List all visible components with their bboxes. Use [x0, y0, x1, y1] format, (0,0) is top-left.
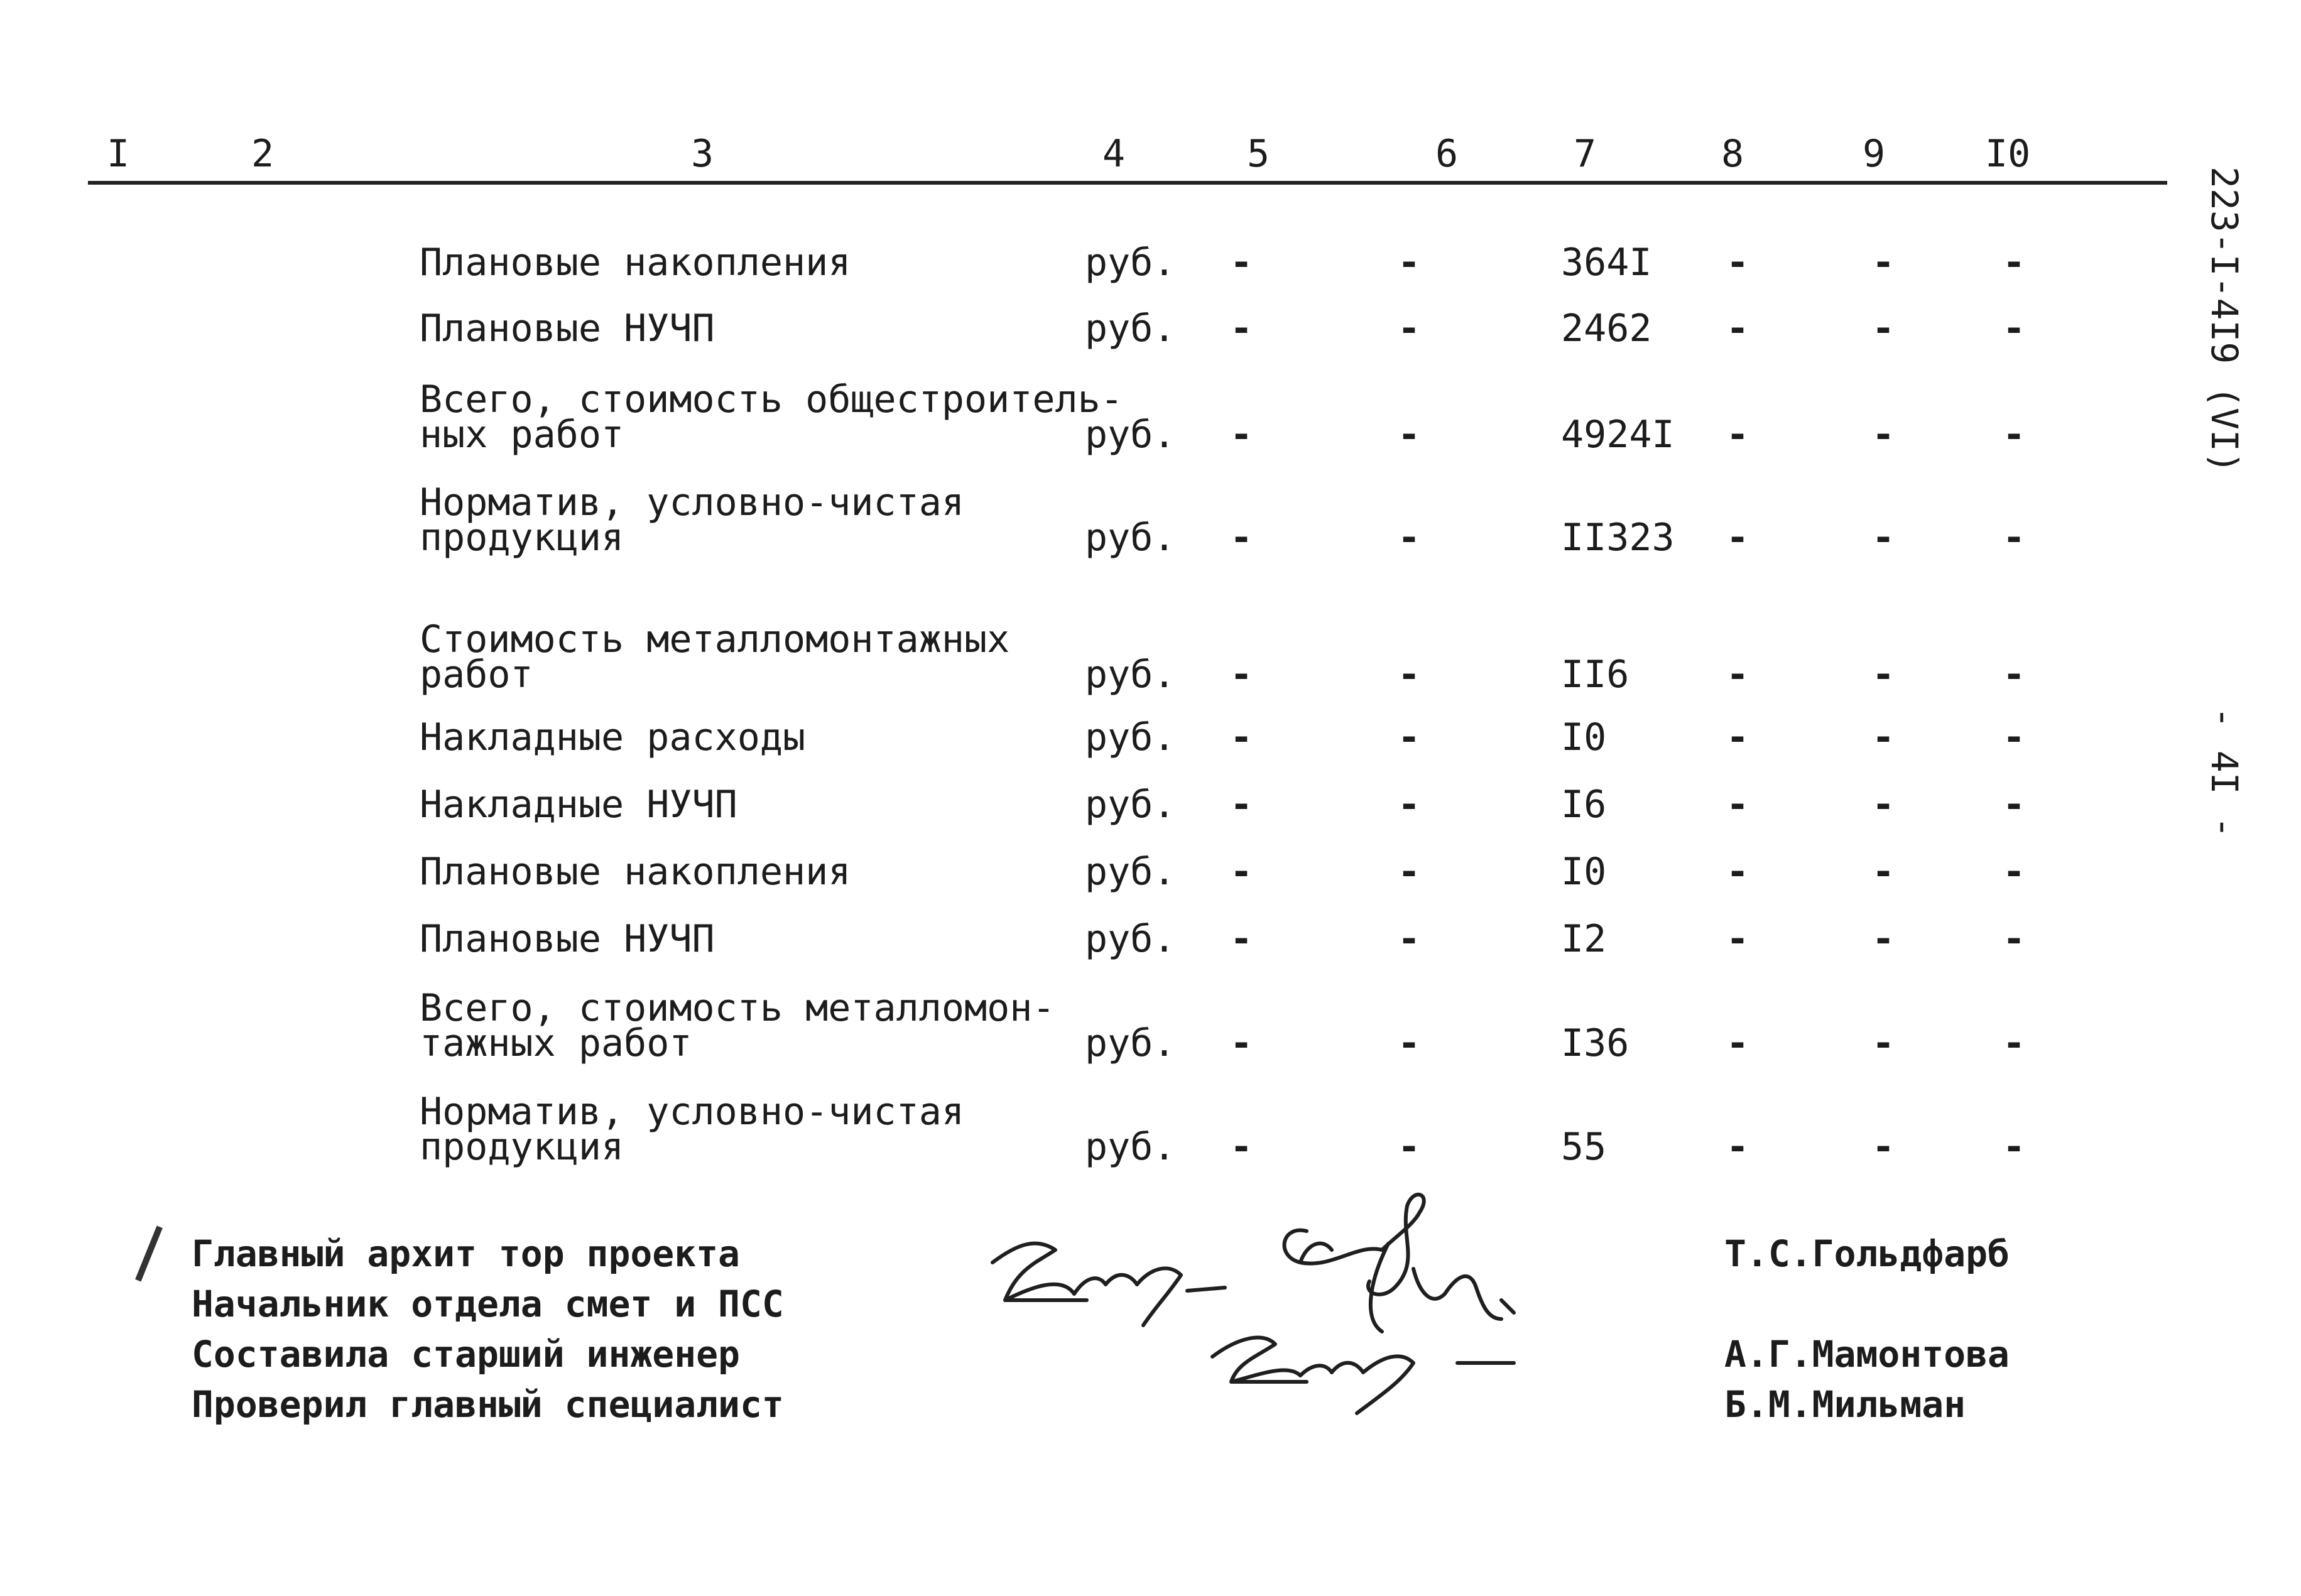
margin-page-number: - 4I -	[2203, 707, 2246, 839]
row-unit: руб.	[1085, 653, 1176, 697]
header-col-7: 7	[1574, 132, 1597, 176]
row-col7: II323	[1561, 516, 1675, 560]
row-col5: -	[1230, 1021, 1253, 1065]
header-col-1: I	[107, 132, 130, 176]
row-col5: -	[1230, 241, 1253, 285]
row-col10: -	[2003, 1021, 2026, 1065]
name-milman: Б.М.Мильман	[1724, 1383, 1966, 1426]
row-col9: -	[1872, 850, 1895, 894]
margin-doc-code: 223-I-4I9 (VI)	[2203, 166, 2246, 474]
row-col8: -	[1726, 653, 1749, 697]
row-col10: -	[2003, 516, 2026, 560]
row-unit: руб.	[1085, 307, 1176, 350]
row-col10: -	[2003, 917, 2026, 961]
row-col5: -	[1230, 516, 1253, 560]
row-col5: -	[1230, 917, 1253, 961]
row-col9: -	[1872, 783, 1895, 827]
row-col6: -	[1398, 1125, 1421, 1169]
row-name: Накладные расходы	[420, 715, 806, 759]
row-col10: -	[2003, 307, 2026, 350]
row-col7: 4924I	[1561, 413, 1675, 457]
row-col8: -	[1726, 917, 1749, 961]
row-name: Плановые накопления	[420, 241, 851, 285]
header-col-4: 4	[1102, 132, 1126, 176]
row-col8: -	[1726, 850, 1749, 894]
row-col10: -	[2003, 783, 2026, 827]
row-col5: -	[1230, 1125, 1253, 1169]
row-col9: -	[1872, 241, 1895, 285]
row-col9: -	[1872, 413, 1895, 457]
row-col10: -	[2003, 715, 2026, 759]
row-name: Накладные НУЧП	[420, 783, 737, 827]
row-col8: -	[1726, 783, 1749, 827]
header-col-5: 5	[1247, 132, 1270, 176]
header-col-2: 2	[251, 132, 275, 176]
row-col6: -	[1398, 653, 1421, 697]
row-col9: -	[1872, 715, 1895, 759]
row-col5: -	[1230, 307, 1253, 350]
role-head-of-estimates: Начальник отдела смет и ПСС	[192, 1283, 784, 1325]
row-col10: -	[2003, 1125, 2026, 1169]
row-col7: 364I	[1561, 241, 1652, 285]
row-col8: -	[1726, 1125, 1749, 1169]
row-col6: -	[1398, 1021, 1421, 1065]
row-col7: I6	[1561, 783, 1607, 827]
row-col5: -	[1230, 850, 1253, 894]
row-name: Всего, стоимость металломон- тажных работ	[420, 986, 1055, 1065]
header-rule	[88, 181, 2167, 185]
row-col5: -	[1230, 715, 1253, 759]
row-col10: -	[2003, 653, 2026, 697]
row-col9: -	[1872, 307, 1895, 350]
row-col6: -	[1398, 413, 1421, 457]
row-col6: -	[1398, 715, 1421, 759]
name-goldfarb: Т.С.Гольдфарб	[1724, 1232, 2010, 1275]
row-col7: I0	[1561, 715, 1607, 759]
row-col8: -	[1726, 1021, 1749, 1065]
row-col6: -	[1398, 307, 1421, 350]
row-col9: -	[1872, 917, 1895, 961]
row-name: Норматив, условно-чистая продукция	[420, 480, 964, 560]
header-col-9: 9	[1863, 132, 1886, 176]
row-col8: -	[1726, 413, 1749, 457]
row-unit: руб.	[1085, 516, 1176, 560]
margin-slash-mark	[135, 1225, 163, 1281]
row-col8: -	[1726, 307, 1749, 350]
row-col7: 2462	[1561, 307, 1652, 350]
row-col9: -	[1872, 1021, 1895, 1065]
row-col7: I36	[1561, 1021, 1629, 1065]
row-col10: -	[2003, 850, 2026, 894]
row-col5: -	[1230, 653, 1253, 697]
row-unit: руб.	[1085, 413, 1176, 457]
row-col5: -	[1230, 413, 1253, 457]
row-col6: -	[1398, 917, 1421, 961]
row-unit: руб.	[1085, 1021, 1176, 1065]
row-unit: руб.	[1085, 917, 1176, 961]
row-unit: руб.	[1085, 241, 1176, 285]
row-name: Плановые НУЧП	[420, 307, 715, 350]
row-col7: 55	[1561, 1125, 1607, 1169]
row-unit: руб.	[1085, 1125, 1176, 1169]
name-mamontova: А.Г.Мамонтова	[1724, 1333, 2010, 1376]
header-col-3: 3	[691, 132, 714, 176]
row-col5: -	[1230, 783, 1253, 827]
role-chief-specialist: Проверил главный специалист	[192, 1383, 784, 1426]
row-col8: -	[1726, 516, 1749, 560]
row-name: Плановые накопления	[420, 850, 851, 894]
row-unit: руб.	[1085, 783, 1176, 827]
row-col9: -	[1872, 1125, 1895, 1169]
row-col9: -	[1872, 516, 1895, 560]
header-col-10: I0	[1985, 132, 2031, 176]
row-name: Всего, стоимость общестроитель- ных работ	[420, 377, 1123, 457]
row-name: Норматив, условно-чистая продукция	[420, 1090, 964, 1169]
row-col7: I2	[1561, 917, 1607, 961]
header-col-8: 8	[1721, 132, 1744, 176]
row-name: Стоимость металломонтажных работ	[420, 617, 1010, 697]
role-chief-architect: Главный архит тор проекта	[192, 1232, 740, 1275]
row-col6: -	[1398, 241, 1421, 285]
row-unit: руб.	[1085, 715, 1176, 759]
row-col10: -	[2003, 241, 2026, 285]
row-unit: руб.	[1085, 850, 1176, 894]
row-name: Плановые НУЧП	[420, 917, 715, 961]
row-col7: II6	[1561, 653, 1629, 697]
handwritten-signatures	[980, 1175, 1564, 1426]
row-col9: -	[1872, 653, 1895, 697]
row-col8: -	[1726, 241, 1749, 285]
role-senior-engineer: Составила старший инженер	[192, 1333, 740, 1376]
row-col8: -	[1726, 715, 1749, 759]
row-col6: -	[1398, 850, 1421, 894]
row-col6: -	[1398, 516, 1421, 560]
header-col-6: 6	[1435, 132, 1459, 176]
row-col7: I0	[1561, 850, 1607, 894]
row-col10: -	[2003, 413, 2026, 457]
row-col6: -	[1398, 783, 1421, 827]
